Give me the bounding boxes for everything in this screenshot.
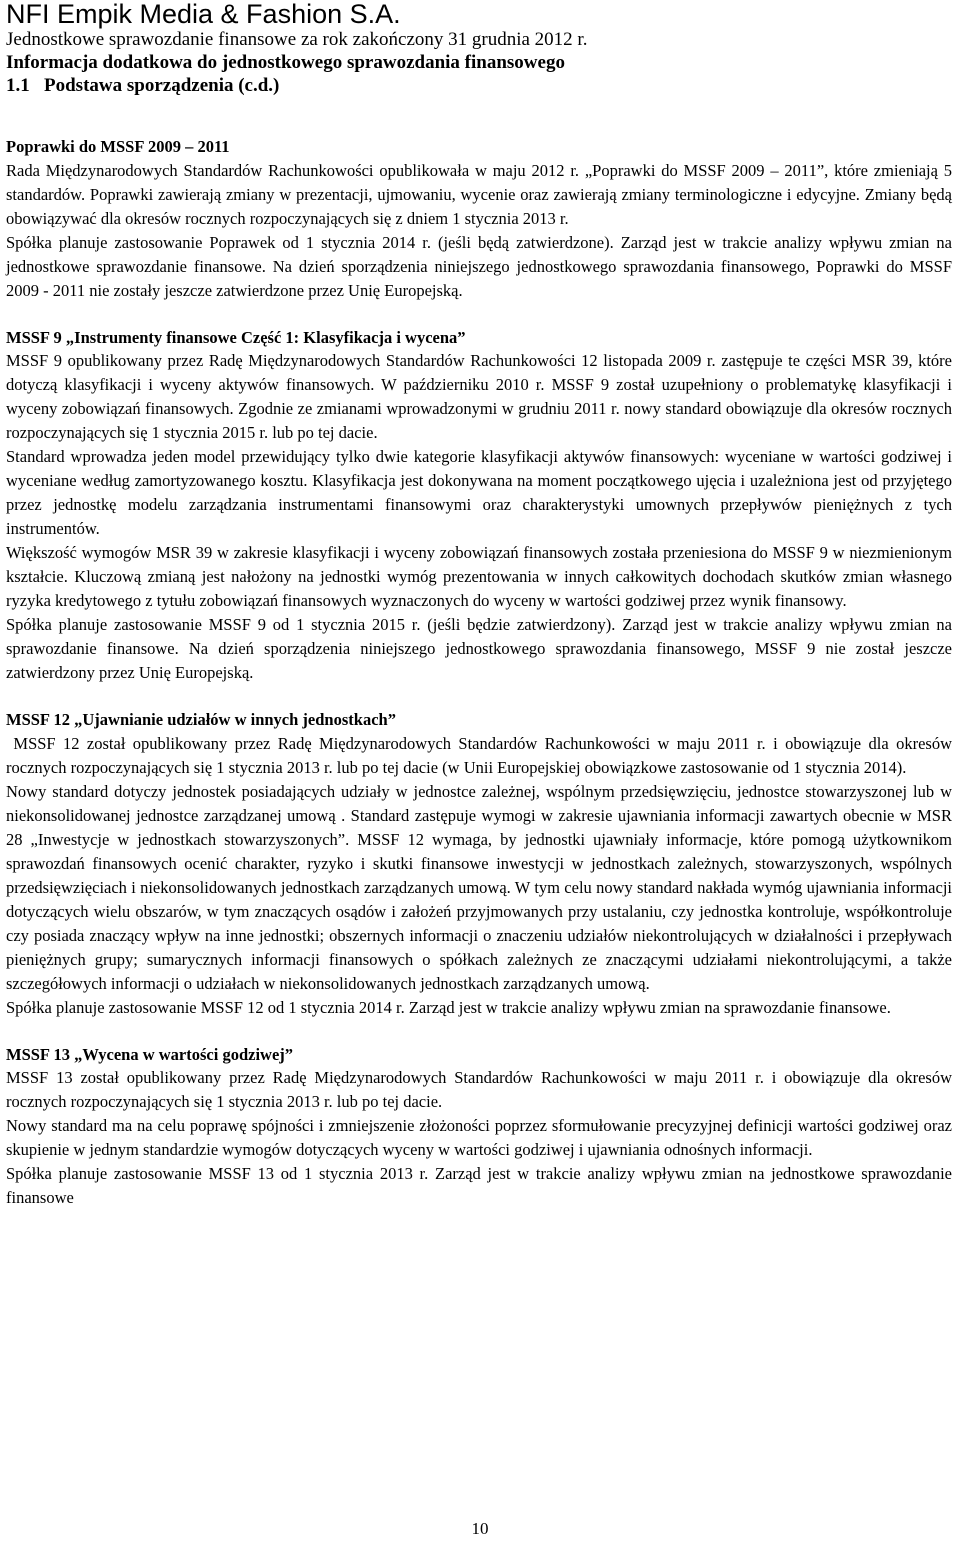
document-body xyxy=(6,136,957,1210)
section-title: MSSF 13 „Wycena w wartości godziwej” xyxy=(6,1044,294,1064)
section-title: MSSF 12 „Ujawnianie udziałów w innych jednostkach” xyxy=(6,710,396,729)
section-title: MSSF 9 „Instrumenty finansowe Część 1: Klasyfikacja i wycena” xyxy=(6,327,466,347)
section-mssf-13 xyxy=(6,1044,952,1211)
paragraph: MSSF 9 opublikowany przez Radę Międzynarodowych Standardów Rachunkowości 12 listopada 2009 r. zastępuje te części MSR 39, które dotyczą klasyfikacji i wyceny aktywów finansowych. W październiku 2010 r. MSSF 9 został uzupełniony o problematykę klasyfikacji i wyceny zobowiązań finansowych. Zgodnie ze zmianami wprowadzonymi w grudniu 2011 r. nowy standard obowiązuje dla okresów rocznych rozpoczynających się 1 stycznia 2015 r. lub po tej dacie. xyxy=(6,351,952,442)
section-mssf-9 xyxy=(6,327,952,686)
paragraph: Standard wprowadza jeden model przewidujący tylko dwie kategorie klasyfikacji aktywów finansowych: wyceniane w wartości godziwej i wyceniane według zamortyzowanego kosztu. Klasyfikacja jest dokonywana na moment początkowego ujęcia i uzależniona jest od przyjętego przez jednostkę modelu zarządzania instrumentami finansowymi oraz charakterystyki umownych przepływów pieniężnych z tych instrumentów. xyxy=(6,447,952,538)
paragraph: MSSF 13 został opublikowany przez Radę Międzynarodowych Standardów Rachunkowości w maju 2011 r. i obowiązuje dla okresów rocznych rozpoczynających się 1 stycznia 2013 r. lub po tej dacie. xyxy=(6,1068,952,1111)
report-subtitle: Jednostkowe sprawozdanie finansowe za rok zakończony 31 grudnia 2012 r. xyxy=(6,29,588,50)
paragraph: Spółka planuje zastosowanie MSSF 13 od 1 stycznia 2013 r. Zarząd jest w trakcie analizy wpływu zmian na jednostkowe sprawozdanie finansowe xyxy=(6,1164,952,1207)
page-header xyxy=(6,0,956,97)
section-title: Poprawki do MSSF 2009 – 2011 xyxy=(6,137,230,156)
paragraph: Nowy standard dotyczy jednostek posiadających udziały w jednostce zależnej, wspólnym przedsięwzięciu, jednostce stowarzyszonej lub w niekonsolidowanej jednostce zarządzanej umową . Standard zastępuje wymogi w zakresie ujawniania informacji zawartych obecnie w MSR 28 „Inwestycje w jednostkach stowarzyszonych”. MSSF 12 wymaga, by jednostki ujawniały informacje, które pomogą użytkownikom sprawozdań finansowych ocenić charakter, ryzyko i skutki finansowe inwestycji w jednostkach zależnych, stowarzyszonych, wspólnych przedsięwzięciach i niekonsolidowanych jednostkach zarządzanych umową. W tym celu nowy standard nakłada wymóg ujawniania informacji dotyczących wielu obszarów, w tym znaczących osądów i założeń przyjmowanych przy ustalaniu, czy jednostka kontroluje, współkontroluje czy posiada znaczący wpływ na inne jednostki; obszernych informacji o znaczeniu udziałów niekontrolujących w działalności i przepływach pieniężnych grupy; sumarycznych informacji finansowych o spółkach zależnych ze znaczącymi udziałami niekontrolującymi, a także szczegółowych informacji o udziałach w niekonsolidowanych jednostkach zarządzanych umową. xyxy=(6,781,952,993)
paragraph: Spółka planuje zastosowanie Poprawek od 1 stycznia 2014 r. (jeśli będą zatwierdzone). Zarząd jest w trakcie analizy wpływu zmian na jednostkowe sprawozdanie finansowe. Na dzień sporządzenia niniejszego jednostkowego sprawozdania finansowego, Poprawki do MSSF 2009 - 2011 nie zostały jeszcze zatwierdzone przez Unię Europejską. xyxy=(6,232,952,300)
spacer xyxy=(6,1020,952,1044)
paragraph: Rada Międzynarodowych Standardów Rachunkowości opublikowała w maju 2012 r. „Poprawki do MSSF 2009 – 2011”, które zmieniają 5 standardów. Poprawki zawierają zmiany w prezentacji, ujmowaniu, wycenie oraz zawierają zmiany terminologiczne i edycyjne. Zmiany będą obowiązywać dla okresów rocznych rozpoczynających się z dniem 1 stycznia 2013 r. xyxy=(6,160,952,228)
paragraph: Większość wymogów MSR 39 w zakresie klasyfikacji i wyceny zobowiązań finansowych została przeniesiona do MSSF 9 w niezmienionym kształcie. Kluczową zmianą jest nałożony na jednostki wymóg prezentowania w innych całkowitych dochodach skutków zmian własnego ryzyka kredytowego z tytułu zobowiązań finansowych wyznaczonych do wyceny w wartości godziwej przez wynik finansowy. xyxy=(6,543,952,610)
section-heading: 1.1 Podstawa sporządzenia (c.d.) xyxy=(6,75,280,96)
spacer xyxy=(6,685,952,709)
section-poprawki xyxy=(6,136,952,303)
paragraph: Spółka planuje zastosowanie MSSF 9 od 1 stycznia 2015 r. (jeśli będzie zatwierdzony). Zarząd jest w trakcie analizy wpływu zmian na sprawozdanie finansowe. Na dzień sporządzenia niniejszego jednostkowego sprawozdania finansowego, MSSF 9 nie został jeszcze zatwierdzony przez Unię Europejską. xyxy=(6,615,952,682)
paragraph: Nowy standard ma na celu poprawę spójności i zmniejszenie złożoności poprzez sformułowanie precyzyjnej definicji wartości godziwej oraz skupienie w jednym standardzie wymogów dotyczących wyceny w wartości godziwej i ujawniania odnośnych informacji. xyxy=(6,1116,952,1159)
page-number: 10 xyxy=(471,1519,489,1538)
spacer xyxy=(6,303,952,327)
section-mssf-12 xyxy=(6,709,957,1020)
report-info-title: Informacja dodatkowa do jednostkowego sprawozdania finansowego xyxy=(6,52,565,73)
company-name: NFI Empik Media & Fashion S.A. xyxy=(6,0,401,29)
paragraph: MSSF 12 został opublikowany przez Radę Międzynarodowych Standardów Rachunkowości w maju 2011 r. i obowiązuje dla okresów rocznych rozpoczynających się 1 stycznia 2013 r. lub po tej dacie (w Unii Europejskiej obowiązkowe zastosowanie od 1 stycznia 2014). xyxy=(6,733,957,777)
paragraph: Spółka planuje zastosowanie MSSF 12 od 1 stycznia 2014 r. Zarząd jest w trakcie analizy wpływu zmian na sprawozdanie finansowe. xyxy=(6,997,891,1017)
